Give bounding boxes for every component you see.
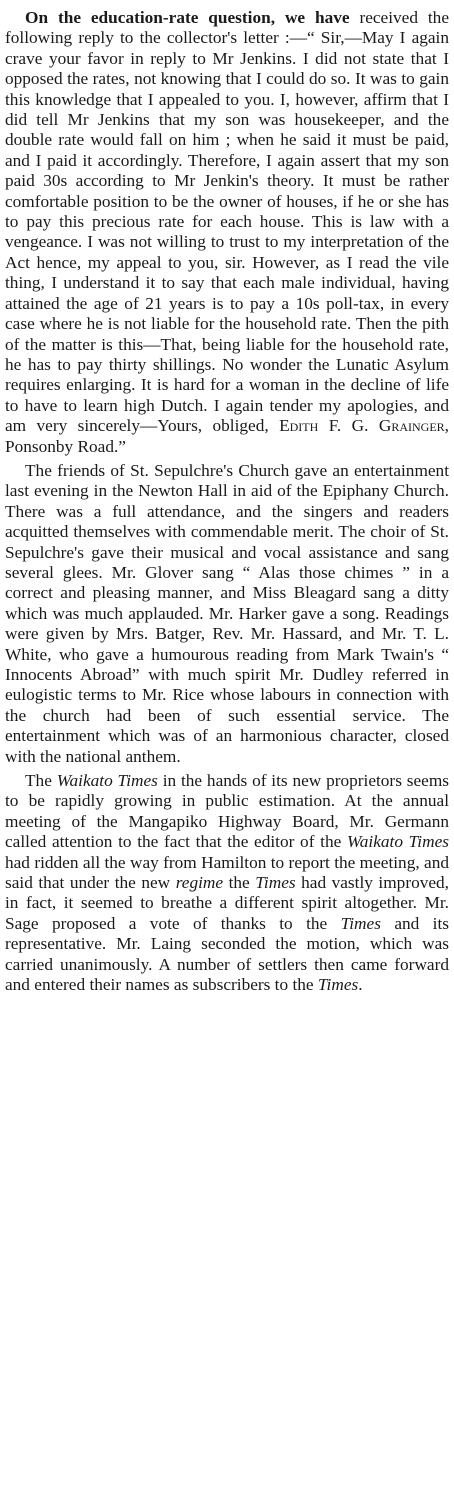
text-run: had ridden all the way from Hamilton to report the meeting, and said that under the new <box>5 852 449 893</box>
newspaper-title: Waikato Times <box>56 771 158 791</box>
waikato-times-paragraph <box>5 771 449 995</box>
paragraph-lead-in: On the education-rate question, we have <box>25 8 350 27</box>
text-run: in the hands of its new proprietors seems to be rapidly growing in public estimation. At the annual meeting of the Mangapiko Highway Board, Mr. Germann called attention to the fact that the editor of the <box>5 771 449 852</box>
text-run: The <box>25 771 57 791</box>
text-run: had vastly improved, in fact, it seemed to breathe a different spirit altogether. Mr. Sage proposed a vote of thanks to the <box>5 873 449 933</box>
newspaper-title: Waikato Times <box>346 832 449 852</box>
newspaper-column <box>5 8 449 996</box>
text-run: and its representative. Mr. Laing seconded the motion, which was carried unanimously. A number of settlers then came forward and entered their names as subscribers to the <box>5 913 450 995</box>
letter-closing: , Ponsonby Road.” <box>5 416 449 456</box>
newspaper-title: Times <box>317 975 359 995</box>
text-run: the <box>223 873 256 893</box>
newspaper-title: Times <box>255 873 296 893</box>
text-run: . <box>358 975 363 995</box>
education-rate-paragraph <box>5 8 449 457</box>
newspaper-title: Times <box>340 913 381 933</box>
st-sepulchre-entertainment-paragraph: The friends of St. Sepulchre's Church gave an entertainment last evening in the Newton Hall in aid of the Epiphany Church. There was a full attendance, and the singers and readers acquitted themselves with commendable merit. The choir of St. Sepulchre's gave their musical and vocal assistance and sang several glees. Mr. Glover sang “ Alas those chimes ” in a correct and pleasing manner, and Miss Bleagard sang a ditty which was much applauded. Mr. Harker gave a song. Readings were given by Mrs. Batger, Rev. Mr. Hassard, and Mr. T. L. White, who gave a humourous reading from Mark Twain's “ Innocents Abroad” with much spirit Mr. Dudley referred in eulogistic terms to Mr. Rice whose labours in connection with the church had been of such essential service. The entertainment which was of an harmonious character, closed with the national anthem. <box>5 460 449 766</box>
letter-signature: Edith F. G. Grainger <box>279 416 445 436</box>
italic-term: regime <box>175 873 224 893</box>
letter-body: received the following reply to the collector's letter :—“ Sir,—May I again crave your favor in reply to Mr Jenkins. I did not state that I opposed the rates, not knowing that I could do so. It was to gain this knowledge that I appealed to you. I, however, affirm that I did tell Mr Jenkins that my son was housekeeper, and the double rate would fall on him ; when he said it must be paid, and I paid it accordingly. Therefore, I again assert that my son paid 30s according to Mr Jenkin's theory. It must be rather comfortable position to be the owner of houses, if he or she has to pay this precious rate for each house. This is law with a vengeance. I was not willing to trust to my interpretation of the Act hence, my appeal to you, sir. However, as I read the vile thing, I understand it to say that each male individual, having attained the age of 21 years is to pay a 10s poll-tax, in every case where he is not liable for the household rate. Then the pith of the matter is this—That, being liable for the household rate, he has to pay thirty shillings. No wonder the Lunatic Asylum requires enlarging. It is hard for a woman in the decline of life to have to learn high Dutch. I again tender my apologies, and am very sincerely—Yours, obliged, <box>5 8 449 436</box>
